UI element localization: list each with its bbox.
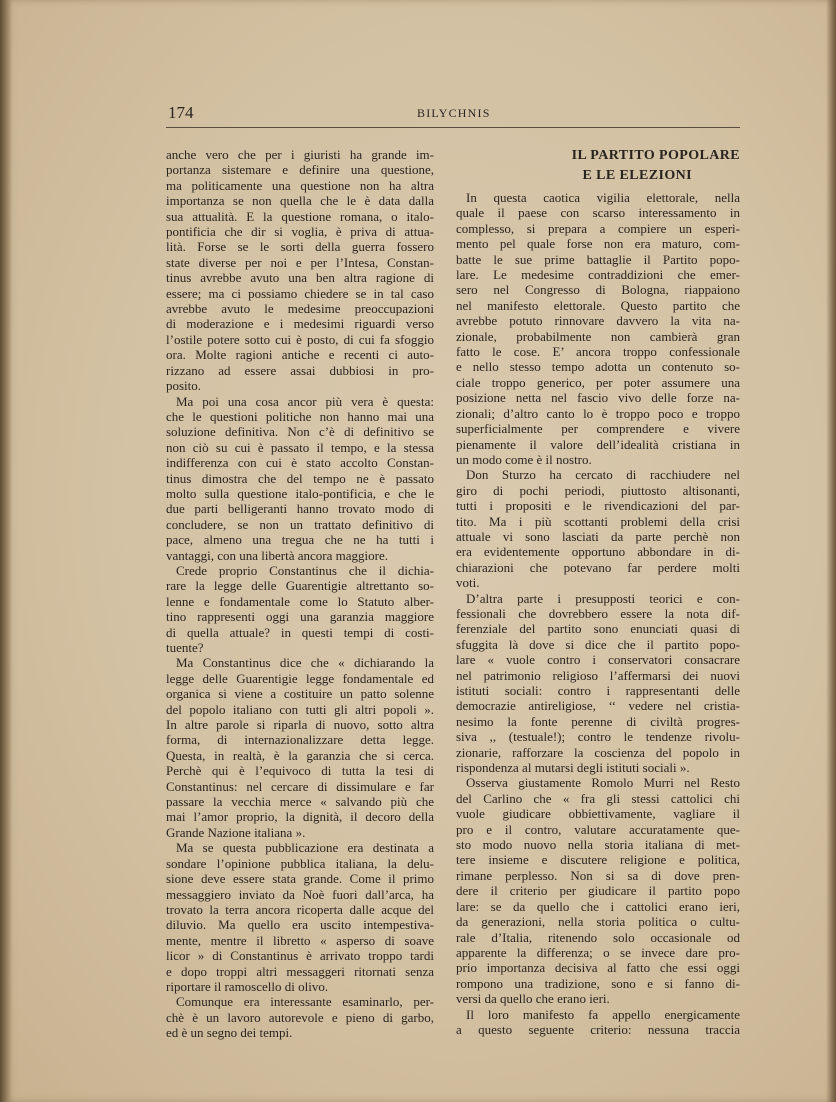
text-line: voti. (456, 575, 480, 591)
text-line: anche vero che per i giuristi ha grande im- (166, 147, 434, 162)
text-line: concludere, se non un trattato definitivo di (166, 516, 434, 532)
text-line: Ma poi una cosa ancor più vera è questa: (176, 393, 434, 409)
text-line: vuole giudicare obbiettivamente, vagliare il (456, 806, 740, 822)
text-line: lare. Le medesime contraddizioni che emer- (456, 267, 740, 283)
text-line: dere il criterio per giudicare il partito popo (456, 883, 740, 899)
header-rule (166, 127, 740, 128)
text-line: importanza se non quella che le è data dalla (166, 193, 434, 209)
text-line: Comunque era interessante esaminarlo, per- (176, 994, 434, 1010)
text-line: tutti i propositi e le rivendicazioni del par- (456, 498, 740, 514)
text-line: tinus dimostra che del tempo ne è passato (166, 470, 434, 486)
text-line: che le questioni politiche non hanno mai una (166, 408, 434, 424)
text-line: e nello stesso tempo adotta un contenuto so- (456, 359, 740, 375)
text-line: riportare il ramoscello di olivo. (166, 978, 329, 994)
text-line: ferenziale del partito sono enunciati quasi di (456, 621, 740, 637)
text-line: pace, almeno una tregua che ne ha tutti i (166, 532, 434, 548)
text-line: Grande Nazione italiana ». (166, 824, 306, 840)
text-line: nel patrimonio religioso l’affermarsi dei nuovi (456, 667, 740, 683)
text-line: batte le sue prime battaglie il Partito popo- (456, 251, 740, 267)
text-line: fessionali che dovrebbero essere la nota dif- (456, 605, 740, 621)
text-line: sfuggita là dove si dice che il partito popo- (456, 636, 740, 652)
text-line: tere insieme e discutere religione e politica, (456, 852, 740, 868)
text-line: democrazie antireligiose, ‘‘ vedere nel cristia- (456, 698, 740, 714)
running-header-title: BILYCHNIS (417, 106, 491, 120)
text-line: indifferenza con cui è stato accolto Constan- (166, 455, 434, 471)
text-line: passare la vecchia merce « salvando più che (166, 794, 434, 810)
text-line: legge delle Guarentigie legge fondamentale ed (166, 670, 434, 686)
text-line: posizione netta nel fascio vivo delle forze na- (456, 390, 740, 406)
text-line: tinus avrebbe avuto una ben altra ragione di (166, 270, 434, 286)
text-line: giro di pochi periodi, piuttosto altisonanti, (456, 482, 740, 498)
article-heading-line2: E LE ELEZIONI (582, 168, 692, 183)
text-line: ciale troppo generico, per poter assumere una (456, 374, 740, 390)
text-line: soluzione definitiva. Non c’è di definitivo se (166, 424, 434, 440)
text-line: nel manifesto elettorale. Questo partito che (456, 297, 740, 313)
text-line: messaggiero inviato da Noè fuori dall’arca, ha (166, 886, 434, 902)
text-line: complesso, si prepara a compiere un esperi- (456, 220, 740, 236)
text-line: mai l’amor proprio, la dignità, il decoro della (166, 809, 434, 825)
text-line: molto sulla questione italo-pontificia, e che le (166, 485, 434, 501)
text-line: zionale, probabilmente non cambierà gran (456, 328, 740, 344)
text-line: istituti sociali: contro i rappresentanti delle (456, 683, 740, 698)
text-line: a questo seguente criterio: nessuna traccia (456, 1021, 740, 1037)
text-line: essere; ma ci possiamo chiedere se in tal caso (166, 285, 434, 301)
text-line: di moderazione e i medesimi riguardi verso (166, 316, 434, 332)
text-line: sua attualità. E la questione romana, o italo- (166, 208, 434, 224)
text-line: quale il paese con scarso interessamento in (456, 205, 740, 221)
text-line: rimane perplesso. Non si sa di dove pren- (456, 867, 740, 883)
text-line: chiarazioni che potevano far perdere molti (456, 559, 740, 575)
text-line: rispondenza al mutarsi degli istituti sociali ». (456, 760, 690, 776)
text-line: trovato la terra ancora ricoperta dalle acque del (166, 901, 434, 917)
text-line: era evidentemente opportuno abbondare in di- (456, 544, 740, 560)
text-line: tino rappresenti oggi una garanzia maggiore (166, 609, 434, 625)
text-line: Osserva giustamente Romolo Murri nel Resto (466, 775, 740, 791)
text-line: Perchè qui è l’equivoco di tutta la tesi di (166, 763, 434, 779)
text-line: Questa, in realtà, è la garanzia che si cerca. (166, 747, 434, 763)
text-line: avrebbe avuto le medesime preoccupazioni (166, 301, 434, 317)
text-line: mente, mentre il libretto « asperso di soave (166, 932, 434, 948)
text-line: sto modo nuovo nella storia italiana di met- (456, 837, 740, 853)
page-edge-left (0, 0, 12, 1102)
text-line: In questa caotica vigilia elettorale, nella (466, 190, 740, 205)
text-line: portanza sistemare e definire una questione, (166, 162, 434, 178)
text-line: D’altra parte i presupposti teorici e con- (466, 590, 740, 606)
text-line: tuente? (166, 640, 204, 655)
text-line: un modo come è il nostro. (456, 451, 592, 467)
text-line: sero nel Congresso di Bologna, riappaiono (456, 282, 740, 298)
article-heading-line1: IL PARTITO POPOLARE (571, 148, 740, 163)
text-line: ed è un segno dei tempi. (166, 1025, 293, 1041)
text-line: superficialmente per comprendere e vivere (456, 421, 740, 437)
text-line: diluvio. Ma quello era uscito intempestiva- (166, 917, 434, 933)
page-edge-right (826, 0, 836, 1102)
text-line: rizzano ad essere assai dubbiosi in pro- (166, 362, 434, 378)
text-line: rale d’Italia, ritenendo solo occasionale od (456, 929, 740, 945)
text-line: da generazioni, nella storia politica o cultu- (456, 914, 740, 930)
text-line: sione deve essere stata grande. Come il primo (166, 871, 434, 887)
text-line: lenne e fondamentale come lo Statuto alber- (166, 593, 434, 609)
text-line: sondare l’opinione pubblica italiana, la delu- (166, 855, 434, 871)
text-line: chè è un lavoro autorevole e pieno di garbo, (166, 1009, 434, 1025)
text-line: e dopo troppi altri messaggeri ritornati senza (166, 963, 434, 979)
text-line: organica si viene a costituire un patto solenne (166, 686, 434, 702)
text-line: rare la legge delle Guarentigie altrettanto so- (166, 578, 434, 594)
text-line: due parti belligeranti hanno trovato modo di (166, 501, 434, 517)
text-line: zionali; d’altro canto lo è troppo poco e troppo (456, 405, 740, 421)
page-number: 174 (168, 103, 194, 122)
text-line: licor » di Constantinus è arrivato troppo tardi (166, 948, 434, 964)
text-line: nesimo la fonte perenne di civiltà progres- (456, 713, 740, 729)
text-line: Ma Constantinus dice che « dichiarando la (176, 655, 434, 671)
text-line: del Carlino che « fra gli stessi cattolici chi (456, 790, 740, 806)
text-line: state diverse per noi e per l’Intesa, Constan- (166, 254, 434, 270)
text-line: ma politicamente una questione non ha altra (166, 177, 434, 193)
text-line: Crede proprio Constantinus che il dichia- (176, 562, 434, 578)
text-line: ora. Molte ragioni antiche e recenti ci auto- (166, 347, 434, 363)
text-line: Il loro manifesto fa appello energicamente (466, 1006, 740, 1022)
text-line: tito. Ma i più scottanti problemi della crisi (456, 513, 740, 529)
text-line: vantaggi, con una libertà ancora maggiore. (166, 547, 388, 563)
text-line: prio importanza decisiva al fatto che essi oggi (456, 960, 740, 976)
text-line: lare: se da quello che i cattolici erano ieri, (456, 898, 740, 914)
text-line: non ciò su cui è passato il tempo, e la stessa (166, 439, 434, 455)
text-line: l’ostile potere sotto cui è posto, di cui fa sfoggio (166, 331, 434, 347)
text-line: Ma se questa pubblicazione era destinata a (176, 840, 434, 856)
text-line: del popolo italiano con tutti gli altri popoli ». (166, 701, 434, 717)
left-text-column (166, 147, 434, 1041)
text-line: Constantinus: nel cercare di dissimulare e far (166, 778, 434, 794)
text-line: forma, di internazionalizzare detta legge. (166, 732, 434, 748)
text-line: pro e il contro, valutare accuratamente que- (456, 821, 740, 837)
text-line: Don Sturzo ha cercato di racchiudere nel (466, 467, 740, 483)
text-line: siva ,, (testuale!); contro le tendenze rivolu- (456, 729, 740, 745)
text-line: di quella attuale? in questi tempi di costi- (166, 624, 434, 640)
text-line: lità. Forse se le sorti della guerra fossero (166, 239, 434, 255)
text-line: fatto le cose. E’ ancora troppo confessionale (456, 344, 740, 360)
text-line: attuale vi sono lasciati da parte perchè non (456, 528, 740, 544)
text-line: posito. (166, 378, 202, 394)
text-line: zionarie, rafforzare la coscienza del popolo in (456, 744, 740, 760)
text-line: apparente la differenza; o se invece dare pro- (456, 944, 740, 960)
text-line: mento pel quale forse non era maturo, com- (456, 236, 740, 252)
text-line: versi da quello che erano ieri. (456, 991, 610, 1007)
text-line: lare « vuole contro i conservatori consacrare (456, 652, 740, 668)
text-line: pienamente il valore dell’idealità cristiana in (456, 436, 740, 452)
text-line: pontificia che dir si voglia, è priva di attua- (166, 224, 434, 240)
text-line: avrebbe potuto rinnovare davvero la vita na- (456, 313, 740, 329)
right-text-column (456, 147, 740, 1037)
text-line: rompono una tradizione, sono e si fanno di- (456, 975, 740, 991)
text-line: In altre parole si riparla di nuovo, sotto altra (166, 717, 434, 733)
